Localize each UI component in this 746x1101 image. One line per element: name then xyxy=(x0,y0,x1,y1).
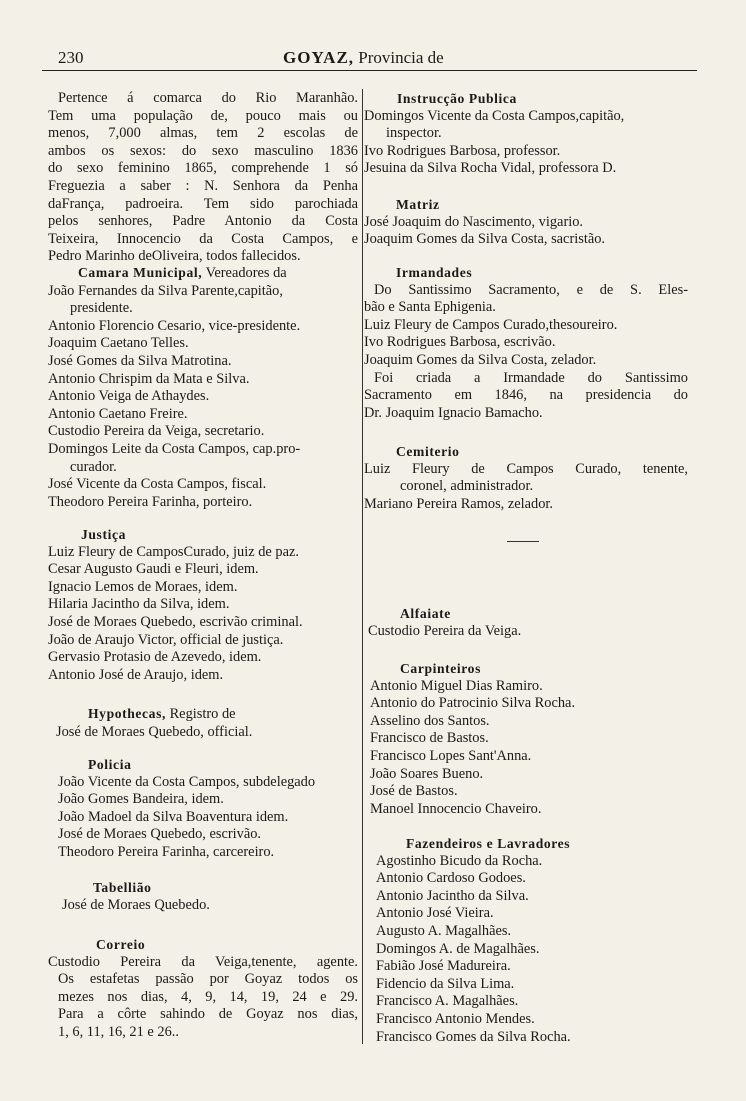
list-item: Antonio Jacintho da Silva. xyxy=(376,887,529,904)
list-item: Antonio José de Araujo, idem. xyxy=(48,666,224,683)
instrucao-section xyxy=(364,90,688,178)
section-rule xyxy=(507,541,539,542)
list-item: José de Moraes Quebedo, escrivão. xyxy=(58,826,262,843)
cemiterio-heading: Cemiterio xyxy=(396,444,460,459)
list-item: presidente. xyxy=(70,300,133,317)
hypothecas-heading-bold: Hypothecas, xyxy=(88,706,166,721)
irmandades-heading: Irmandades xyxy=(396,265,473,280)
correio-line: 1, 6, 11, 16, 21 e 26.. xyxy=(58,1023,179,1040)
justica-section xyxy=(48,526,358,684)
intro-line: Tem uma população de, pouco mais ou xyxy=(48,107,358,124)
list-item: João Gomes Bandeira, idem. xyxy=(58,791,224,808)
intro-line: Pertence á comarca do Rio Maranhão. xyxy=(58,90,358,106)
correio-line: Para a côrte sahindo de Goyaz nos dias, xyxy=(58,1006,358,1023)
list-item: Joaquim Gomes da Silva Costa, sacristão. xyxy=(364,231,606,248)
list-item: Gervasio Protasio de Azevedo, idem. xyxy=(48,649,262,666)
list-item: Luiz Fleury de Campos Curado,thesoureiro. xyxy=(364,316,618,333)
header-province: GOYAZ, xyxy=(283,48,355,67)
correio-line: Os estafetas passão por Goyaz todos os xyxy=(58,971,358,988)
intro-paragraph xyxy=(48,90,358,266)
list-item: Manoel Innocencio Chaveiro. xyxy=(370,800,542,817)
list-item: Joaquim Gomes da Silva Costa, zelador. xyxy=(364,351,597,368)
list-item: Custodio Pereira da Veiga. xyxy=(368,622,522,639)
intro-line: pelos senhores, Padre Antonio da Costa xyxy=(48,213,358,230)
carpinteiros-heading: Carpinteiros xyxy=(400,661,481,676)
list-item: José de Moraes Quebedo. xyxy=(62,896,210,913)
list-item: José de Moraes Quebedo, official. xyxy=(56,723,253,740)
list-item: João Vicente da Costa Campos, subdelegado xyxy=(58,773,316,790)
intro-line: do sexo feminino 1865, comprehende 1 só xyxy=(48,160,358,177)
list-item: José Joaquim do Nascimento, vigario. xyxy=(364,213,584,230)
camara-heading xyxy=(48,264,358,283)
list-item: Luiz Fleury de Campos Curado, tenente, xyxy=(364,460,688,477)
correio-line: Custodio Pereira da Veiga,tenente, agente. xyxy=(48,953,358,970)
intro-line: Teixeira, Innocencio da Costa Campos, e xyxy=(48,230,358,247)
irmandades-line: bão e Santa Ephigenia. xyxy=(364,299,496,316)
list-item: inspector. xyxy=(386,125,442,142)
irmandades-line: Foi criada a Irmandade do Santissimo xyxy=(374,369,688,386)
list-item: Cesar Augusto Gaudi e Fleuri, idem. xyxy=(48,561,259,578)
tabelliao-heading: Tabellião xyxy=(93,880,152,895)
list-item: José Vicente da Costa Campos, fiscal. xyxy=(48,476,267,493)
correio-line: mezes nos dias, 4, 9, 14, 19, 24 e 29. xyxy=(58,988,358,1005)
list-item: Francisco A. Magalhães. xyxy=(376,993,519,1010)
list-item: Francisco Gomes da Silva Rocha. xyxy=(376,1028,571,1045)
list-item: Theodoro Pereira Farinha, carcereiro. xyxy=(58,843,275,860)
alfaiate-section xyxy=(364,605,688,640)
intro-line: daFrança, padroeira. Tem sido parochiada xyxy=(48,195,358,212)
list-item: Custodio Pereira da Veiga, secretario. xyxy=(48,423,265,440)
list-item: curador. xyxy=(70,458,117,475)
tabelliao-section xyxy=(48,879,358,914)
list-item: Antonio Miguel Dias Ramiro. xyxy=(370,677,543,694)
intro-line: ambos os sexos: do sexo masculino 1836 xyxy=(48,142,358,159)
page-number: 230 xyxy=(58,48,84,67)
list-item: Antonio Chrispim da Mata e Silva. xyxy=(48,370,250,387)
list-item: Fidencio da Silva Lima. xyxy=(376,975,515,992)
list-item: Ignacio Lemos de Moraes, idem. xyxy=(48,578,238,595)
correio-heading: Correio xyxy=(96,937,146,952)
list-item: Domingos A. de Magalhães. xyxy=(376,940,540,957)
list-item: Antonio Veiga de Athaydes. xyxy=(48,388,210,405)
irmandades-line: Do Santissimo Sacramento, e de S. Eles- xyxy=(374,281,688,298)
matriz-section xyxy=(364,196,688,249)
list-item: Hilaria Jacintho da Silva, idem. xyxy=(48,596,230,613)
intro-line: menos, 7,000 almas, tem 2 escolas de xyxy=(48,125,358,142)
camara-section xyxy=(48,264,358,511)
list-item: coronel, administrador. xyxy=(400,478,534,495)
list-item: Ivo Rodrigues Barbosa, professor. xyxy=(364,142,561,159)
list-item: Francisco Antonio Mendes. xyxy=(376,1010,535,1027)
carpinteiros-section xyxy=(364,660,688,818)
list-item: Mariano Pereira Ramos, zelador. xyxy=(364,495,554,512)
hypothecas-heading-rest: Registro de xyxy=(169,706,236,722)
list-item: Domingos Vicente da Costa Campos,capitão, xyxy=(364,107,625,124)
list-item: Luiz Fleury de CamposCurado, juiz de paz. xyxy=(48,543,299,560)
header-rule xyxy=(42,70,697,71)
irmandades-line: Sacramento em 1846, na presidencia do xyxy=(364,387,688,404)
page-header-title xyxy=(283,48,444,68)
list-item: Jesuina da Silva Rocha Vidal, professora D. xyxy=(364,160,617,177)
list-item: Fabião José Madureira. xyxy=(376,958,511,975)
irmandades-section xyxy=(364,264,688,422)
correio-section xyxy=(48,936,358,1042)
hypothecas-heading xyxy=(48,705,358,724)
justica-heading: Justiça xyxy=(81,527,126,542)
list-item: Theodoro Pereira Farinha, porteiro. xyxy=(48,493,253,510)
policia-heading: Policia xyxy=(88,757,132,772)
list-item: José Gomes da Silva Matrotina. xyxy=(48,352,232,369)
alfaiate-heading: Alfaiate xyxy=(400,606,451,621)
list-item: Agostinho Bicudo da Rocha. xyxy=(376,852,543,869)
list-item: Francisco Lopes Sant'Anna. xyxy=(370,747,532,764)
header-subtitle: Provincia de xyxy=(358,48,444,67)
list-item: Francisco de Bastos. xyxy=(370,730,489,747)
column-divider xyxy=(362,89,363,1044)
policia-section xyxy=(48,756,358,862)
irmandades-line: Dr. Joaquim Ignacio Bamacho. xyxy=(364,404,543,421)
hypothecas-section xyxy=(48,705,358,741)
list-item: José de Moraes Quebedo, escrivão criminal. xyxy=(48,613,303,630)
list-item: Domingos Leite da Costa Campos, cap.pro- xyxy=(48,440,301,457)
camara-heading-rest: Vereadores da xyxy=(205,265,287,281)
list-item: João Madoel da Silva Boaventura idem. xyxy=(58,808,289,825)
list-item: José de Bastos. xyxy=(370,783,458,800)
matriz-heading: Matriz xyxy=(396,197,440,212)
list-item: Antonio do Patrocinio Silva Rocha. xyxy=(370,695,576,712)
instrucao-heading: Instrucção Publica xyxy=(397,91,517,106)
list-item: Antonio José Vieira. xyxy=(376,905,494,922)
list-item: João Soares Bueno. xyxy=(370,765,484,782)
camara-heading-bold: Camara Municipal, xyxy=(78,265,203,280)
list-item: Augusto A. Magalhães. xyxy=(376,922,512,939)
list-item: Antonio Cardoso Godoes. xyxy=(376,870,526,887)
fazendeiros-heading: Fazendeiros e Lavradores xyxy=(406,836,571,851)
cemiterio-section xyxy=(364,443,688,513)
list-item: Antonio Caetano Freire. xyxy=(48,405,188,422)
list-item: Antonio Florencio Cesario, vice-presidente. xyxy=(48,317,301,334)
fazendeiros-section xyxy=(364,835,688,1046)
list-item: João de Araujo Victor, official de justiça. xyxy=(48,631,284,648)
list-item: Ivo Rodrigues Barbosa, escrivão. xyxy=(364,334,556,351)
list-item: Asselino dos Santos. xyxy=(370,712,490,729)
intro-line: Freguezia a saber : N. Senhora da Penha xyxy=(48,177,358,194)
intro-line: Pedro Marinho deOliveira, todos fallecidos. xyxy=(48,248,301,265)
list-item: Joaquim Caetano Telles. xyxy=(48,335,189,352)
list-item: João Fernandes da Silva Parente,capitão, xyxy=(48,282,283,299)
